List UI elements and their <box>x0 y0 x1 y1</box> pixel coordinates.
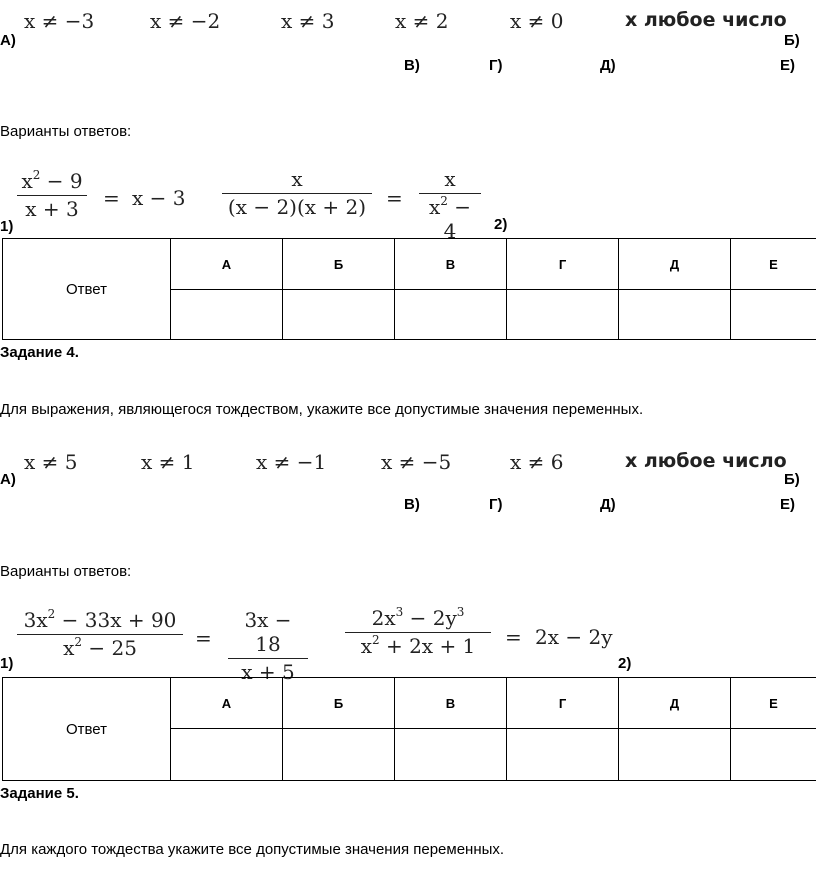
letter-b: Б) <box>784 471 800 488</box>
identity-2-rhs-fraction: x $x^2 - 4$ <box>419 167 481 243</box>
task-4-prompt: Для выражения, являющегося тождеством, укажите все допустимые значения переменных. <box>0 401 644 418</box>
task-5-prompt: Для каждого тождества укажите все допустимые значения переменных. <box>0 841 505 858</box>
condition-d: x ≠ 2 <box>395 9 449 33</box>
letter-e: Д) <box>600 496 616 513</box>
variants-label: Варианты ответов: <box>0 123 132 140</box>
header-e: Д <box>619 239 731 290</box>
answer-cell-f[interactable] <box>731 290 816 340</box>
identity-2-label: 2) <box>494 216 508 233</box>
header-d: Г <box>507 678 619 729</box>
header-a: А <box>171 239 283 290</box>
condition-c: x ≠ 3 <box>281 9 335 33</box>
letter-a: А) <box>0 32 16 49</box>
letter-c: В) <box>404 496 420 513</box>
answer-row-label: Ответ <box>3 239 171 340</box>
header-b: Б <box>283 678 395 729</box>
variants-label: Варианты ответов: <box>0 563 132 580</box>
equals-sign: = <box>195 626 212 650</box>
header-a: А <box>171 678 283 729</box>
answer-cell-c[interactable] <box>395 729 507 781</box>
header-f: Е <box>731 678 816 729</box>
letter-d: Г) <box>489 57 503 74</box>
equals-sign: = <box>386 186 403 210</box>
answer-cell-a[interactable] <box>171 290 283 340</box>
condition-e: x ≠ 6 <box>510 450 564 474</box>
condition-d: x ≠ −5 <box>381 450 452 474</box>
identity-1-label: 1) <box>0 218 14 235</box>
letter-b: Б) <box>784 32 800 49</box>
identity-1-lhs-fraction: $3x^2 - 33x + 90$ $x^2 - 25$ <box>17 608 183 660</box>
header-c: В <box>395 239 507 290</box>
answer-cell-d[interactable] <box>507 290 619 340</box>
task-5-heading: Задание 5. <box>0 785 79 802</box>
condition-b: x ≠ 1 <box>141 450 195 474</box>
answer-cell-b[interactable] <box>283 729 395 781</box>
condition-b: x ≠ −2 <box>150 9 221 33</box>
answer-row-label: Ответ <box>3 678 171 781</box>
answer-cell-d[interactable] <box>507 729 619 781</box>
condition-a: x ≠ 5 <box>24 450 78 474</box>
answer-cell-a[interactable] <box>171 729 283 781</box>
letter-f: Е) <box>780 57 795 74</box>
header-d: Г <box>507 239 619 290</box>
answer-cell-f[interactable] <box>731 729 816 781</box>
task-4-heading: Задание 4. <box>0 344 79 361</box>
header-f: Е <box>731 239 816 290</box>
answer-cell-c[interactable] <box>395 290 507 340</box>
letter-d: Г) <box>489 496 503 513</box>
header-b: Б <box>283 239 395 290</box>
equals-sign: = <box>103 186 120 210</box>
condition-a: x ≠ −3 <box>24 9 95 33</box>
condition-e: x ≠ 0 <box>510 9 564 33</box>
identity-1-fraction: $x^2 - 9$ x + 3 <box>17 169 87 221</box>
condition-f: x любое число <box>625 450 787 472</box>
identity-1-rhs: x − 3 <box>132 186 186 210</box>
letter-c: В) <box>404 57 420 74</box>
answer-table <box>2 238 816 340</box>
letter-e: Д) <box>600 57 616 74</box>
identity-2-rhs: 2x − 2y <box>535 625 613 649</box>
condition-c: x ≠ −1 <box>256 450 327 474</box>
answer-cell-e[interactable] <box>619 290 731 340</box>
answer-table <box>2 677 816 781</box>
letter-a: А) <box>0 471 16 488</box>
header-c: В <box>395 678 507 729</box>
header-e: Д <box>619 678 731 729</box>
identity-1-rhs-fraction: 3x − 18 x + 5 <box>228 608 308 684</box>
answer-cell-e[interactable] <box>619 729 731 781</box>
identity-2-lhs-fraction: $2x^3 - 2y^3$ $x^2 + 2x + 1$ <box>345 606 491 658</box>
identity-2-label: 2) <box>618 655 632 672</box>
identity-1-label: 1) <box>0 655 14 672</box>
letter-f: Е) <box>780 496 795 513</box>
identity-2-lhs-fraction: x (x − 2)(x + 2) <box>222 167 372 219</box>
equals-sign: = <box>505 625 522 649</box>
answer-cell-b[interactable] <box>283 290 395 340</box>
condition-f: x любое число <box>625 9 787 31</box>
